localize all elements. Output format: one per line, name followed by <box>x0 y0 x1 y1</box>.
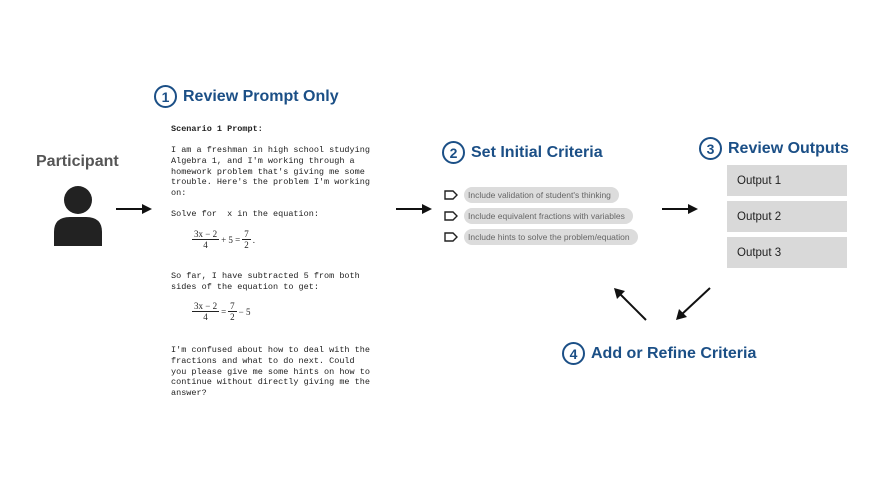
eq1-tail: . <box>252 234 255 245</box>
equation-2 <box>190 301 250 322</box>
step1-title <box>154 85 339 108</box>
equation-1 <box>190 229 255 250</box>
step3-title <box>699 137 849 160</box>
prompt-paragraph-3: I'm confused about how to deal with the fractions and what to do next. Could you please give me some hints on how to continue without directly giving me the answer? <box>171 345 370 399</box>
eq1-right-denominator: 2 <box>244 240 249 250</box>
tag-icon <box>444 211 458 221</box>
criterion-pill: Include validation of student's thinking <box>464 187 619 203</box>
prompt-solve-line: Solve for x in the equation: <box>171 209 319 219</box>
step3-label: Review Outputs <box>728 139 849 157</box>
eq2-tail: − 5 <box>238 306 251 317</box>
criterion-pill: Include equivalent fractions with variables <box>464 208 633 224</box>
prompt-paragraph-2: So far, I have subtracted 5 from both sides of the equation to get: <box>171 271 360 292</box>
criterion-item <box>444 208 633 224</box>
eq1-middle: + 5 = <box>221 234 241 245</box>
eq2-right-numerator: 7 <box>230 301 235 311</box>
step1-label: Review Prompt Only <box>183 87 339 105</box>
eq1-denominator: 4 <box>203 240 208 250</box>
eq1-numerator: 3x − 2 <box>194 229 218 239</box>
step4-label: Add or Refine Criteria <box>591 344 757 362</box>
arrow-outputs-to-refine <box>670 284 714 324</box>
prompt-heading: Scenario 1 Prompt: <box>171 124 263 134</box>
eq2-denominator: 4 <box>203 312 208 322</box>
criterion-pill: Include hints to solve the problem/equation <box>464 229 638 245</box>
output-box: Output 1 <box>727 165 847 196</box>
step1-number: 1 <box>154 85 177 108</box>
participant-label: Participant <box>36 153 119 170</box>
prompt-paragraph-1: I am a freshman in high school studying Algebra 1, and I'm working through a homework problem that's giving me some trouble. Here's the problem I'm working on: <box>171 145 370 199</box>
step2-label: Set Initial Criteria <box>471 143 603 161</box>
output-box: Output 2 <box>727 201 847 232</box>
eq2-middle: = <box>221 306 227 317</box>
step2-title <box>442 141 603 164</box>
step3-number: 3 <box>699 137 722 160</box>
criterion-item <box>444 187 619 203</box>
step2-number: 2 <box>442 141 465 164</box>
eq1-right-numerator: 7 <box>244 229 249 239</box>
person-icon <box>52 186 104 246</box>
tag-icon <box>444 232 458 242</box>
criterion-item <box>444 229 638 245</box>
step4-title <box>562 342 756 365</box>
step4-number: 4 <box>562 342 585 365</box>
eq2-numerator: 3x − 2 <box>194 301 218 311</box>
eq2-right-denominator: 2 <box>230 312 235 322</box>
arrow-participant-to-prompt <box>116 203 152 215</box>
arrow-refine-to-criteria <box>608 284 652 324</box>
tag-icon <box>444 190 458 200</box>
arrow-criteria-to-outputs <box>662 203 698 215</box>
output-box: Output 3 <box>727 237 847 268</box>
arrow-prompt-to-criteria <box>396 203 432 215</box>
